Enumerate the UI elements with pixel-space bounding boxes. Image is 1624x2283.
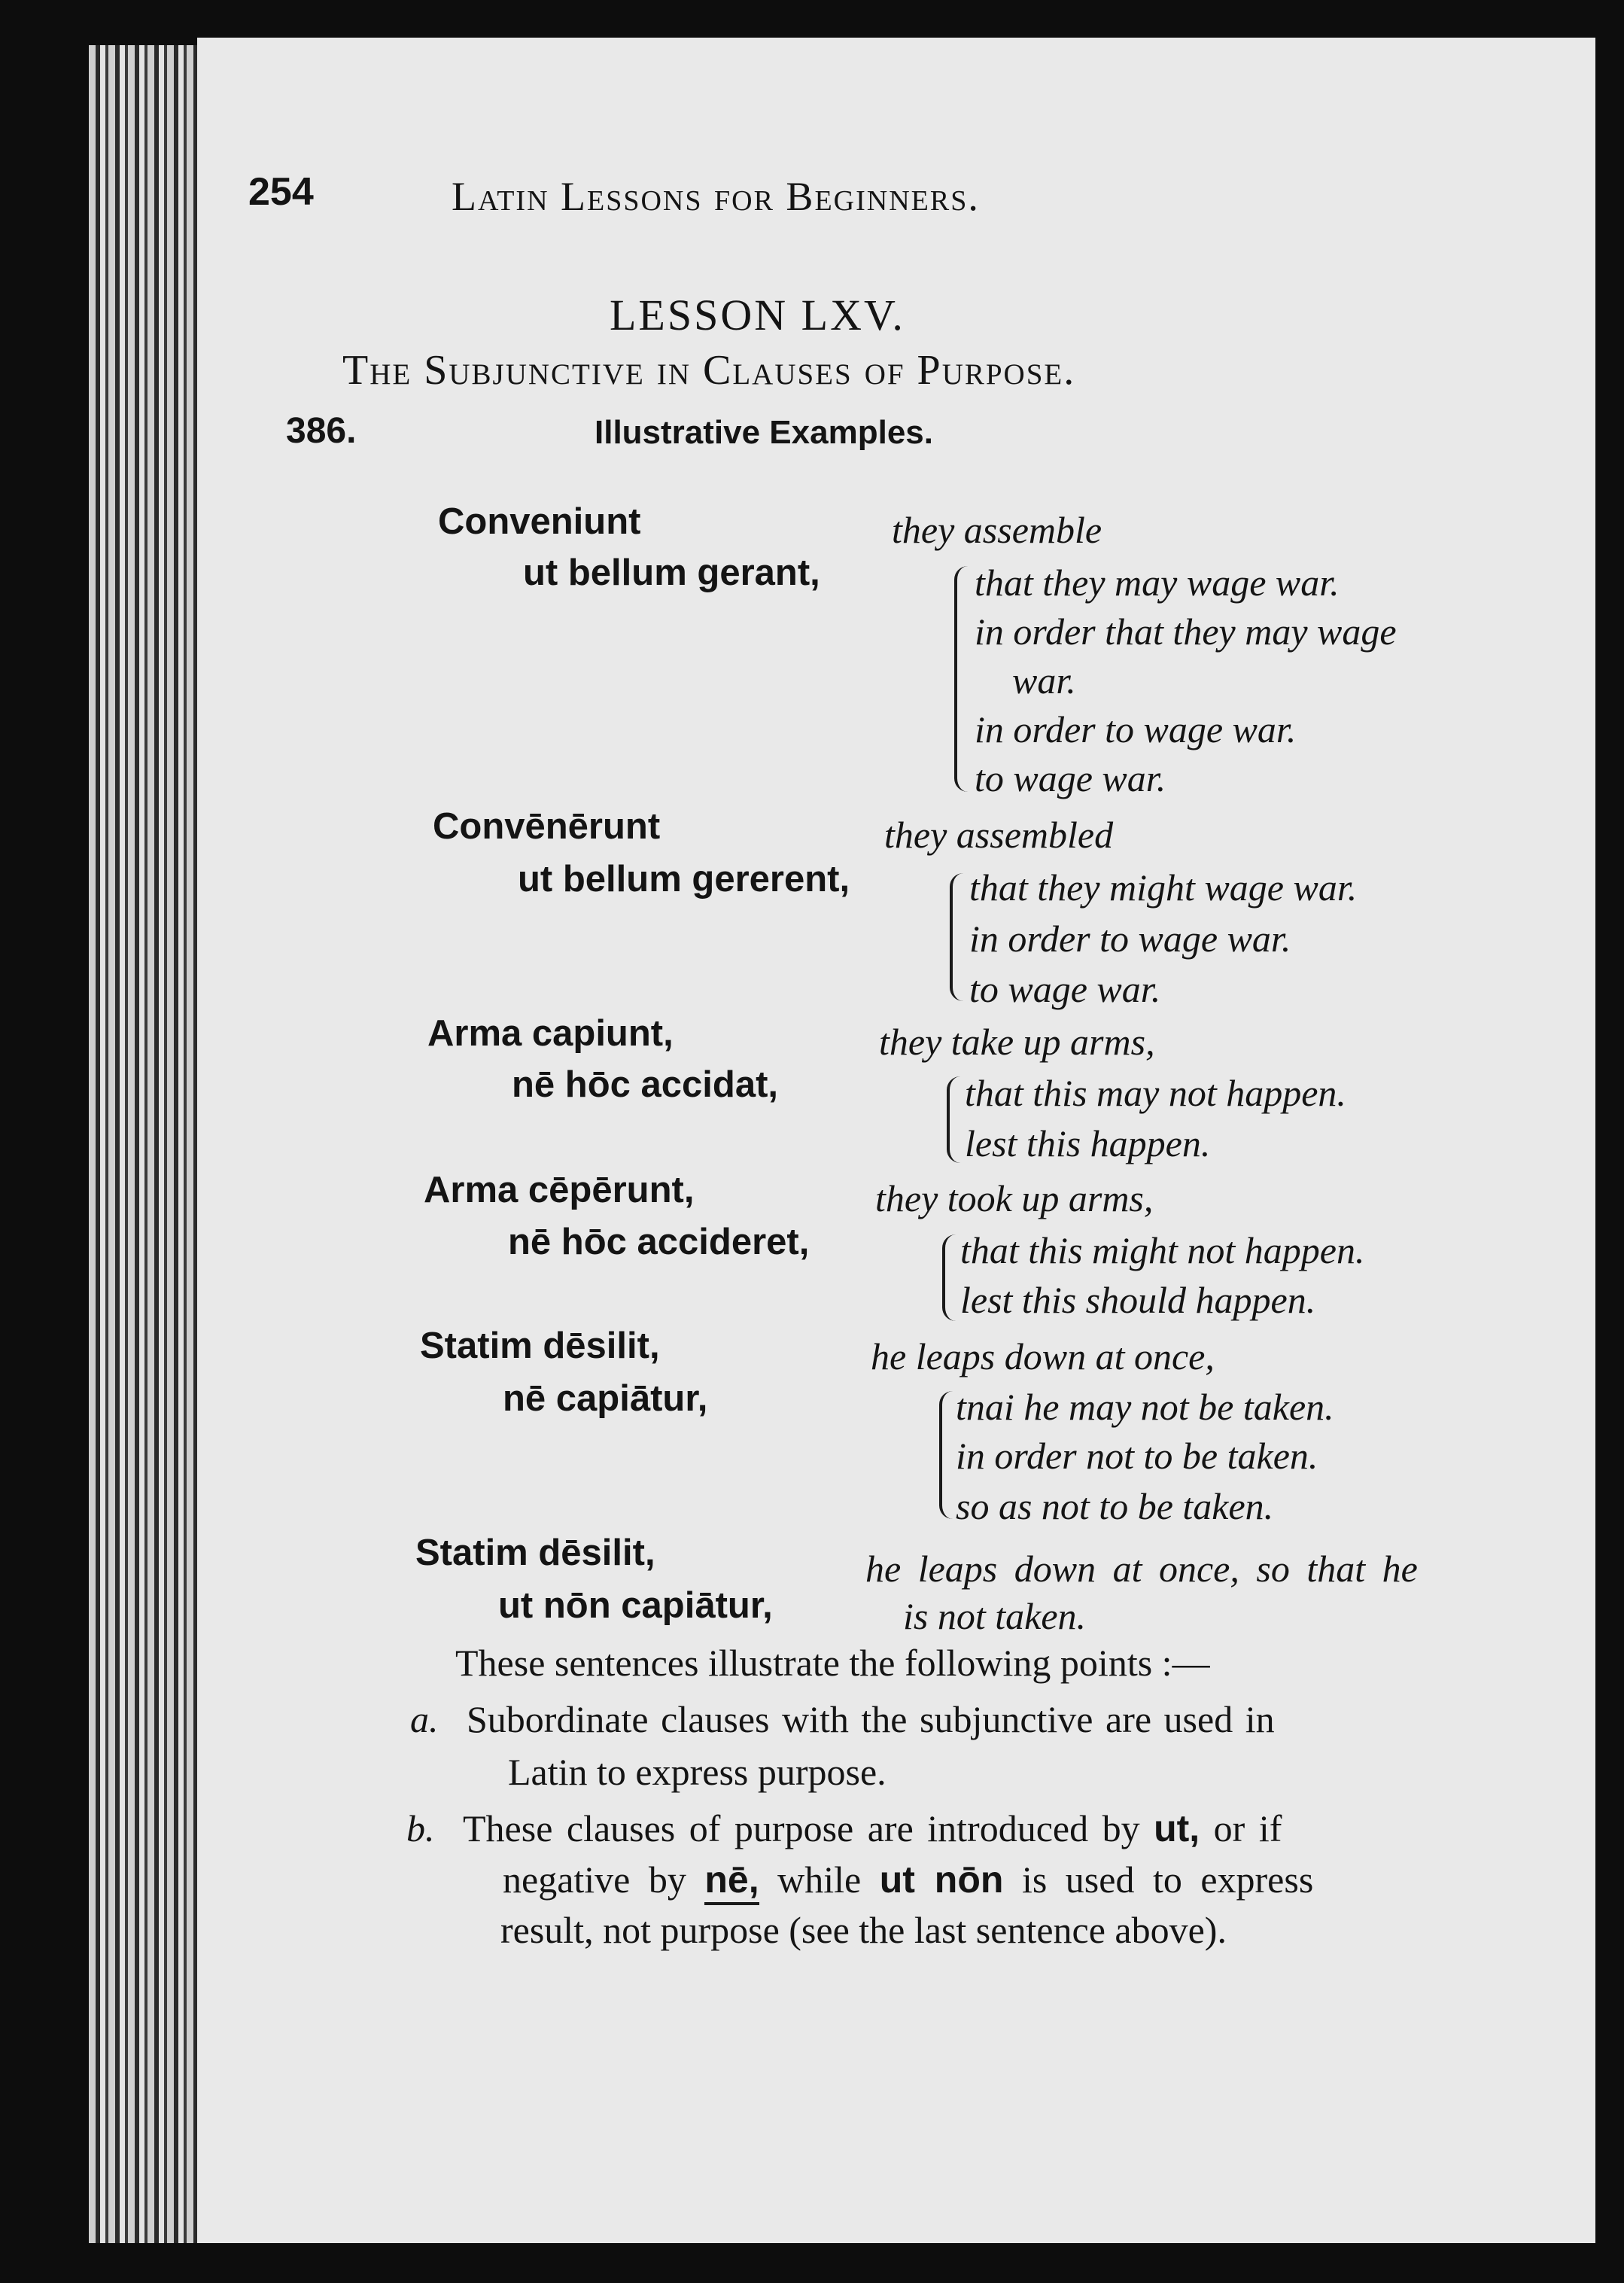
note-b-line1 <box>463 1807 1282 1850</box>
note-b-line2 <box>503 1858 1313 1901</box>
english-option: that they may wage war. <box>975 562 1340 604</box>
example-latin-clause: ut nōn capiātur, <box>498 1585 773 1626</box>
example-english-continuation: is not taken. <box>903 1595 1087 1637</box>
example-latin-main: Conveniunt <box>438 501 641 542</box>
running-title: Latin Lessons for Beginners. <box>452 174 980 219</box>
brace <box>942 1234 956 1321</box>
brace <box>954 566 968 792</box>
note-a-line1: Subordinate clauses with the subjunctive are used in <box>467 1698 1275 1740</box>
page-number: 254 <box>248 170 314 214</box>
english-option: lest this should happen. <box>960 1279 1316 1321</box>
example-english-main: they assemble <box>892 509 1102 551</box>
english-option: that they might wage war. <box>969 866 1358 909</box>
example-latin-main: Convēnērunt <box>433 806 661 847</box>
note-text: is used to express <box>1003 1858 1314 1901</box>
example-english-main: he leaps down at once, <box>871 1335 1215 1377</box>
english-option: so as not to be taken. <box>956 1485 1274 1527</box>
english-option: that this might not happen. <box>960 1229 1365 1271</box>
brace <box>950 873 963 1001</box>
note-bold-term: ut nōn <box>879 1858 1004 1901</box>
english-option: war. <box>1012 659 1076 702</box>
english-option: in order to wage war. <box>969 918 1291 960</box>
english-option: in order to wage war. <box>975 708 1297 750</box>
section-number: 386. <box>286 411 357 451</box>
example-latin-main: Statim dēsilit, <box>415 1533 655 1573</box>
note-text: These clauses of purpose are introduced by <box>463 1807 1154 1849</box>
example-latin-main: Statim dēsilit, <box>420 1326 660 1366</box>
note-b-line3: result, not purpose (see the last sentence above). <box>500 1909 1227 1951</box>
example-latin-clause: nē capiātur, <box>503 1378 708 1419</box>
notes-intro: These sentences illustrate the following points :— <box>455 1642 1210 1684</box>
note-bold-term: nē, <box>704 1858 759 1905</box>
note-text: or if <box>1200 1807 1282 1849</box>
english-option: in order that they may wage <box>975 610 1397 653</box>
note-a-line2: Latin to express purpose. <box>508 1751 887 1793</box>
example-english-main: he leaps down at once, so that he <box>865 1548 1418 1590</box>
example-english-main: they took up arms, <box>875 1177 1154 1219</box>
english-option: lest this happen. <box>965 1122 1211 1164</box>
example-latin-clause: ut bellum gererent, <box>518 859 850 900</box>
english-option: to wage war. <box>975 757 1166 799</box>
lesson-title: LESSON LXV. <box>610 291 905 339</box>
note-text: negative by <box>503 1858 705 1901</box>
english-option: tnai he may not be taken. <box>956 1386 1334 1428</box>
note-b-label: b. <box>406 1807 435 1849</box>
note-a-label: a. <box>410 1698 439 1740</box>
english-option: in order not to be taken. <box>956 1435 1318 1477</box>
example-latin-clause: nē hōc accideret, <box>508 1222 810 1262</box>
note-text: while <box>759 1858 880 1901</box>
example-latin-clause: ut bellum gerant, <box>523 552 820 593</box>
example-latin-main: Arma cēpērunt, <box>424 1170 695 1210</box>
brace <box>947 1076 960 1163</box>
lesson-subtitle: The Subjunctive in Clauses of Purpose. <box>342 347 1076 394</box>
english-option: to wage war. <box>969 968 1161 1010</box>
english-option: that this may not happen. <box>965 1072 1346 1114</box>
example-english-main: they assembled <box>884 814 1114 856</box>
section-heading: Illustrative Examples. <box>595 414 933 451</box>
example-latin-main: Arma capiunt, <box>427 1013 674 1054</box>
brace <box>939 1391 953 1519</box>
note-bold-term: ut, <box>1154 1807 1200 1849</box>
example-latin-clause: nē hōc accidat, <box>512 1064 779 1105</box>
example-english-main: they take up arms, <box>879 1021 1155 1063</box>
